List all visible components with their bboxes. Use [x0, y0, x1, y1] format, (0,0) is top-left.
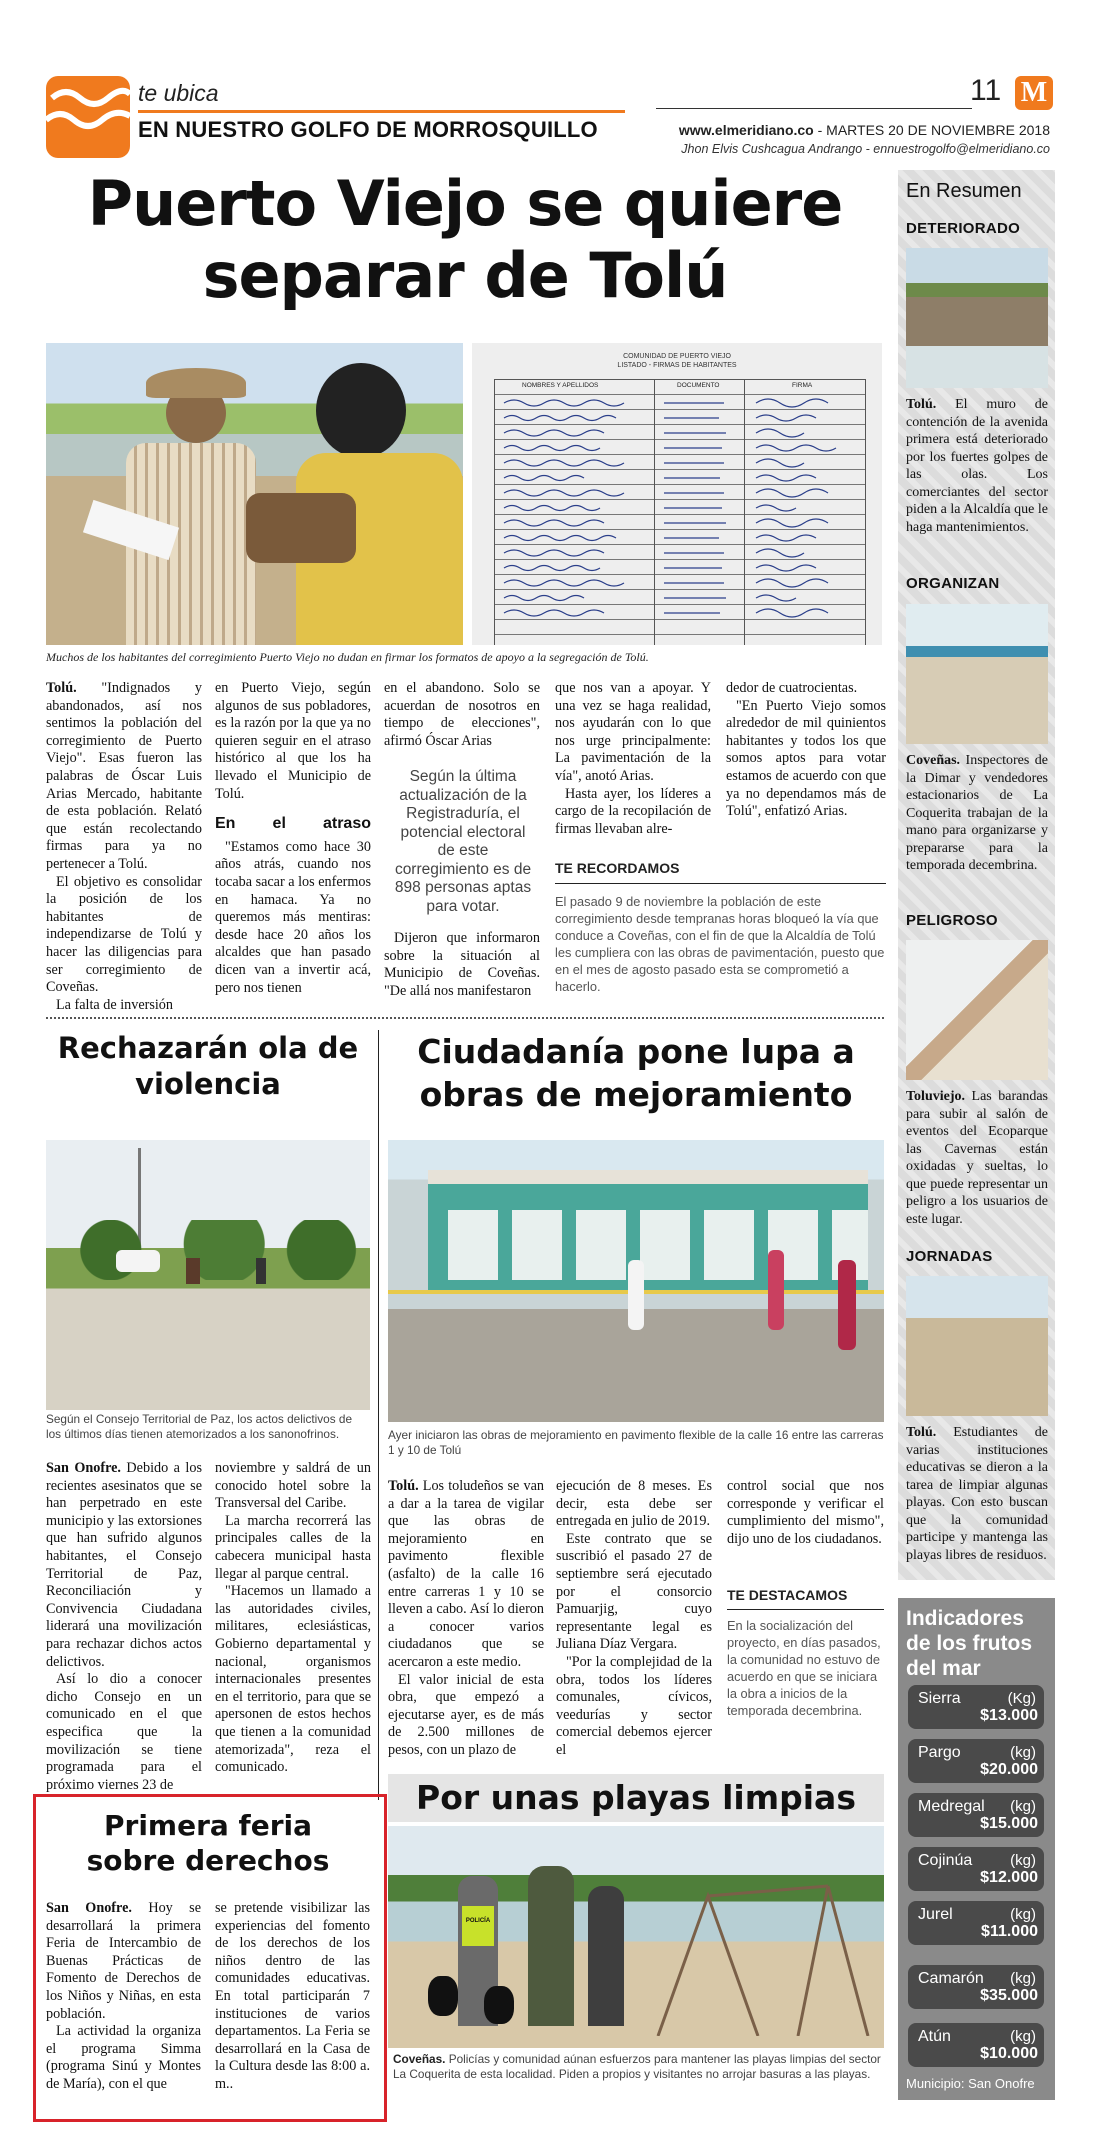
lead-headline [40, 168, 890, 312]
price-unit: (kg) [1010, 1798, 1036, 1815]
resumen-item-3-lead: Toluviejo. [906, 1089, 965, 1104]
lead-photo-signing [46, 343, 463, 645]
ciudadania-col2-paragraph-1: ejecución de 8 meses. Es decir, esta debe ser entregada en julio de 2019. [556, 1478, 712, 1530]
site-url[interactable]: www.elmeridiano.co [678, 122, 814, 138]
price-value: $12.000 [980, 1869, 1038, 1886]
lead-column-5 [726, 680, 886, 821]
pull-quote: Según la última actualización de la Registraduría, el potencial electoral de este corregimiento es de 898 personas aptas para votar. [394, 768, 532, 915]
resumen-item-1-lead: Tolú. [906, 397, 937, 412]
header-rule-right [656, 108, 972, 109]
price-unit: (Kg) [1007, 1690, 1036, 1707]
price-unit: (kg) [1010, 1906, 1036, 1923]
price-value: $13.000 [980, 1707, 1038, 1724]
list-col-doc: DOCUMENTO [677, 382, 720, 389]
lead-col4-paragraph-1: que nos van a apoyar. Y una vez se haga realidad, nos ayudarán con lo que nos urge principalmente: La pavimentación de la vía", anotó Arias. [555, 680, 711, 784]
resumen-item-2-text [906, 752, 1048, 875]
price-name: Sierra [918, 1690, 961, 1707]
price-row-atun [908, 2023, 1044, 2067]
police-vest-text: POLICÍA [465, 1918, 491, 1924]
lead-headline-line2: separar de Tolú [202, 239, 728, 312]
resumen-item-2-lead: Coveñas. [906, 753, 961, 768]
price-name: Pargo [918, 1744, 961, 1761]
resumen-item-2-body: Inspectores de la Dimar y vendedores estacionarios de La Coquerita trabajan de la mano para organizarse y prepararse para la temporada decembrina. [906, 753, 1048, 873]
price-value: $35.000 [980, 1987, 1038, 2004]
resumen-item-3-body: Las barandas para subir al salón de eventos del Ecoparque las Cavernas están oxidadas y sueltas, lo que puede representar un peligro a los usuarios de este lugar. [906, 1089, 1048, 1227]
page-number: 11 [970, 74, 1002, 107]
resumen-item-3-label: PELIGROSO [906, 912, 998, 929]
violencia-col1-paragraph-2: Así lo dio a conocer dicho Consejo en un comunicado en el que especifica que la movilización se tiene programada para el próximo viernes 23 de [46, 1671, 202, 1793]
lead-photo-caption: Muchos de los habitantes del corregimiento Puerto Viejo no dudan en firmar los formatos de apoyo a la segregación de Tolú. [46, 650, 649, 664]
feria-column-2 [215, 1900, 370, 2094]
feria-headline-line1: Primera feria [103, 1809, 313, 1842]
recordamos-label: TE RECORDAMOS [555, 860, 680, 876]
resumen-item-1-text [906, 396, 1048, 536]
violencia-headline: Rechazarán ola de violencia [57, 1031, 359, 1101]
lead-col3-paragraph-1: en el abandono. Solo se acuerdan de nosotros en tiempo de elecciones", afirmó Óscar Arias [384, 680, 540, 749]
section-kicker: te ubica [138, 80, 219, 106]
ciudadania-col3-paragraph-1: control social que nos corresponde y verificar el cumplimiento del mismo", dijo uno de los ciudadanos. [727, 1478, 884, 1547]
price-row-sierra [908, 1685, 1044, 1729]
ciudadania-headline [388, 1030, 884, 1116]
ciudadania-column-3 [727, 1478, 884, 1548]
lead-headline-line1: Puerto Viejo se quiere [87, 167, 843, 240]
section-logo [46, 76, 130, 158]
playas-caption [393, 2052, 881, 2082]
violencia-caption: Según el Consejo Territorial de Paz, los actos delictivos de los últimos días tienen atemorizados a los sanonofrinos. [46, 1412, 353, 1441]
feria-headline-line2: sobre derechos [86, 1844, 330, 1877]
violencia-col2-paragraph-2: La marcha recorrerá las principales calles de la cabecera municipal hasta llegar al parque central. [215, 1512, 371, 1582]
lead-subhead: En el atraso [215, 815, 371, 833]
ciudadania-col2-paragraph-2: Este contrato que se suscribió el pasado 27 de septiembre será ejecutado por el consorcio Pamuarjig, cuyo representante legal es Juliana Díaz Vergara. [556, 1530, 712, 1653]
indicadores-title: Indicadores de los frutos del mar [906, 1607, 1033, 1680]
lead-column-4 [555, 680, 711, 838]
price-unit: (kg) [1010, 1852, 1036, 1869]
resumen-title: En Resumen [906, 180, 1022, 202]
violencia-column-divider [378, 1030, 379, 1800]
waves-icon [46, 76, 130, 158]
violencia-photo [46, 1140, 370, 1410]
destacamos-rule [727, 1609, 884, 1610]
lead-col3-paragraph-2: Dijeron que informaron sobre la situación al Municipio de Coveñas. "De allá nos manifestaron [384, 930, 540, 999]
feria-col2-paragraph-1: se pretende visibilizar las experiencias del fomento de los derechos de los niños dentro de las comunidades educativas. En total participarán 7 instituciones de varios departamentos. La Feria se desarrollará en la Casa de la Cultura desde las 8:00 a. m.. [215, 1900, 370, 2092]
lead-column-3b [384, 930, 540, 1000]
feria-column-1 [46, 1900, 201, 2094]
publication-logo: M [1015, 76, 1053, 110]
lead-col2-paragraph-2: "Estamos como hace 30 años atrás, cuando nos tocaba sacar a los enfermos en hamaca. Ya no queremos más mentiras: desde hace 20 años los alcaldes que han pasado dicen van a invertir acá, pero nos tienen [215, 838, 371, 996]
resumen-item-4-body: Estudiantes de varias instituciones educativas se dieron a la tarea de limpiar algunas playas. Con esto buscan que la comunidad participe y mantenga las playas libres de residuos. [906, 1425, 1048, 1563]
list-title-1: COMUNIDAD DE PUERTO VIEJO [623, 353, 731, 360]
feria-col1-paragraph-2: La actividad la organiza el programa Simma (programa Sinú y Montes de María), con el que [46, 2023, 201, 2092]
list-col-names: NOMBRES Y APELLIDOS [522, 382, 599, 389]
ciudadania-caption: Ayer iniciaron las obras de mejoramiento en pavimento flexible de la calle 16 entre las carreras 1 y 10 de Tolú [388, 1428, 884, 1457]
price-name: Cojinúa [918, 1852, 973, 1869]
lead-col5-paragraph-2: "En Puerto Viejo somos alrededor de mil quinientos habitantes y todos los que somos aptos para votar estamos de acuerdo con que ya no dependamos más de Tolú", enfatizó Arias. [726, 697, 886, 820]
playas-photo [388, 1826, 884, 2048]
violencia-col1-paragraph-1: Debido a los recientes asesinatos que se han perpetrado en este municipio y las extorsiones que han sufrido algunos habitantes, el Consejo Territorial de Paz, Reconciliación y Convivencia Ciudadana liderará una movilización para rechazar dichos actos delictivos. [46, 1460, 202, 1670]
lead-col5-paragraph-1: dedor de cuatrocientas. [726, 680, 858, 696]
price-name: Atún [918, 2028, 951, 2045]
recordamos-rule [555, 883, 886, 884]
author-line: Jhon Elvis Cushcagua Andrango - ennuestrogolfo@elmeridiano.co [681, 142, 1050, 156]
price-name: Jurel [918, 1906, 953, 1923]
lead-column-1 [46, 680, 202, 1014]
handwriting-scribbles [494, 393, 864, 643]
feria-dateline: San Onofre. [46, 1900, 132, 1916]
resumen-item-3-photo [906, 940, 1048, 1080]
lead-col4-paragraph-2: Hasta ayer, los líderes a cargo de la recopilación de firmas llevaban alre- [555, 785, 711, 837]
feria-col1-paragraph-1: Hoy se desarrollará la primera Feria de Intercambio de Buenas Prácticas de Fomento de Derechos de los Niños y Niñas, en esta población. [46, 1900, 201, 2022]
lead-dateline: Tolú. [46, 680, 77, 696]
resumen-item-4-text [906, 1424, 1048, 1564]
signature-list-photo [472, 343, 882, 645]
ciudadania-col1-paragraph-2: El valor inicial de esta obra, que empezó a ejecutarse ayer, es de más de 2.500 millones de pesos, con un plazo de [388, 1671, 544, 1758]
lead-column-2 [215, 680, 371, 997]
price-row-pargo [908, 1739, 1044, 1783]
lead-col2-paragraph-1: en Puerto Viejo, según algunos de sus pobladores, es la razón por la que ya no quieren seguir en el atraso histórico al que los ha llevado el Municipio de Tolú. [215, 680, 371, 802]
recordamos-text: El pasado 9 de noviembre la población de este corregimiento desde tempranas horas bloqueó la vía que conduce a Coveñas, con el fin de que la Alcaldía de Tolú les cumpliera con las obras de pavimentación, puesto que en el mes de agosto pasado esta se comprometió a hacerlo. [555, 894, 885, 994]
price-unit: (kg) [1010, 1970, 1036, 1987]
date-line [656, 122, 1050, 138]
feria-headline [46, 1808, 370, 1878]
destacamos-text: En la socialización del proyecto, en días pasados, la comunidad no estuvo de acuerdo en que se iniciara la obra a inicios de la temporada decembrina. [727, 1618, 881, 1718]
ciudadania-col1-paragraph-1: Los toludeños se van a dar a la tarea de vigilar que las obras de mejoramiento en pavimento flexible (asfalto) de la calle 16 entre carreras 1 y 10 se lleven a cabo. Así lo dieron a conocer varios ciudadanos que se acercaron a este medio. [388, 1478, 544, 1670]
indicadores-footer: Municipio: San Onofre [906, 2076, 1035, 2091]
violencia-dateline: San Onofre. [46, 1460, 121, 1476]
price-unit: (kg) [1010, 1744, 1036, 1761]
resumen-item-2-photo [906, 604, 1048, 744]
ciudadania-headline-line1: Ciudadanía pone lupa a [417, 1032, 855, 1071]
destacamos-label: TE DESTACAMOS [727, 1587, 848, 1603]
price-name: Medregal [918, 1798, 985, 1815]
ciudadania-dateline: Tolú. [388, 1478, 419, 1494]
ciudadania-headline-line2: obras de mejoramiento [419, 1075, 853, 1114]
ciudadania-photo [388, 1140, 884, 1422]
resumen-item-1-body: El muro de contención de la avenida primera está deteriorado por los fuertes golpes de las olas. Los comerciantes del sector piden a la Alcaldía que le haga mantenimientos. [906, 397, 1048, 535]
price-row-jurel [908, 1901, 1044, 1945]
section-rule [138, 110, 625, 113]
lead-col1-paragraph-1: "Indignados y abandonados, así nos sentimos la población del corregimiento de Puerto Viejo". Esas fueron las palabras de Óscar Luis Arias Mercado, habitante de esta población. Relató que están recolectando firmas para ya no pertenecer a Tolú. [46, 680, 202, 872]
price-value: $15.000 [980, 1815, 1038, 1832]
ciudadania-column-1 [388, 1478, 544, 1760]
resumen-item-3-text [906, 1088, 1048, 1228]
playas-headline: Por unas playas limpias [416, 1778, 856, 1817]
price-value: $11.000 [981, 1923, 1038, 1940]
price-value: $20.000 [980, 1761, 1038, 1778]
playas-caption-text: Policías y comunidad aúnan esfuerzos para mantener las playas limpias del sector La Coquerita de esta localidad. Piden a propios y visitantes no arrojar basuras a las playas. [393, 2052, 881, 2081]
resumen-item-1-photo [906, 248, 1048, 388]
price-row-medregal [908, 1793, 1044, 1837]
price-name: Camarón [918, 1970, 984, 1987]
issue-date: - MARTES 20 DE NOVIEMBRE 2018 [813, 122, 1050, 138]
playas-dateline: Coveñas. [393, 2052, 446, 2066]
resumen-item-1-label: DETERIORADO [906, 220, 1021, 237]
price-value: $10.000 [980, 2045, 1038, 2062]
price-unit: (kg) [1010, 2028, 1036, 2045]
section-title: EN NUESTRO GOLFO DE MORROSQUILLO [138, 117, 598, 142]
resumen-item-4-photo [906, 1276, 1048, 1416]
ciudadania-col2-paragraph-3: "Por la complejidad de la obra, todos los líderes comunales, cívicos, veedurías y sector comercial debemos ejercer el [556, 1653, 712, 1758]
resumen-item-4-label: JORNADAS [906, 1248, 993, 1265]
list-col-sign: FIRMA [792, 382, 813, 389]
violencia-col2-paragraph-1: noviembre y saldrá de un conocido hotel sobre la Transversal del Caribe. [215, 1460, 371, 1512]
violencia-column-2 [215, 1460, 371, 1777]
ciudadania-column-2 [556, 1478, 712, 1760]
violencia-column-1 [46, 1460, 202, 1794]
lead-col1-paragraph-3: La falta de inversión [56, 996, 173, 1013]
violencia-col2-paragraph-3: "Hacemos un llamado a las autoridades civiles, militares, eclesiásticas, Gobierno departamental y nacional, organismos internacionales presentes en el territorio, para que se apersonen de estos hechos que tienen a la comunidad atemorizada", reza el comunicado. [215, 1583, 371, 1776]
resumen-item-4-lead: Tolú. [906, 1425, 937, 1440]
resumen-item-2-label: ORGANIZAN [906, 575, 1000, 592]
lead-column-3 [384, 680, 540, 750]
price-row-camaron [908, 1965, 1044, 2009]
price-row-cojinua [908, 1847, 1044, 1891]
list-title-2: LISTADO - FIRMAS DE HABITANTES [617, 362, 737, 369]
lead-col1-paragraph-2: El objetivo es consolidar la posición de los habitantes de independizarse de Tolú y hacer las diligencias para ser corregimiento de Coveñas. [46, 873, 202, 996]
lead-bottom-divider [46, 1017, 884, 1019]
